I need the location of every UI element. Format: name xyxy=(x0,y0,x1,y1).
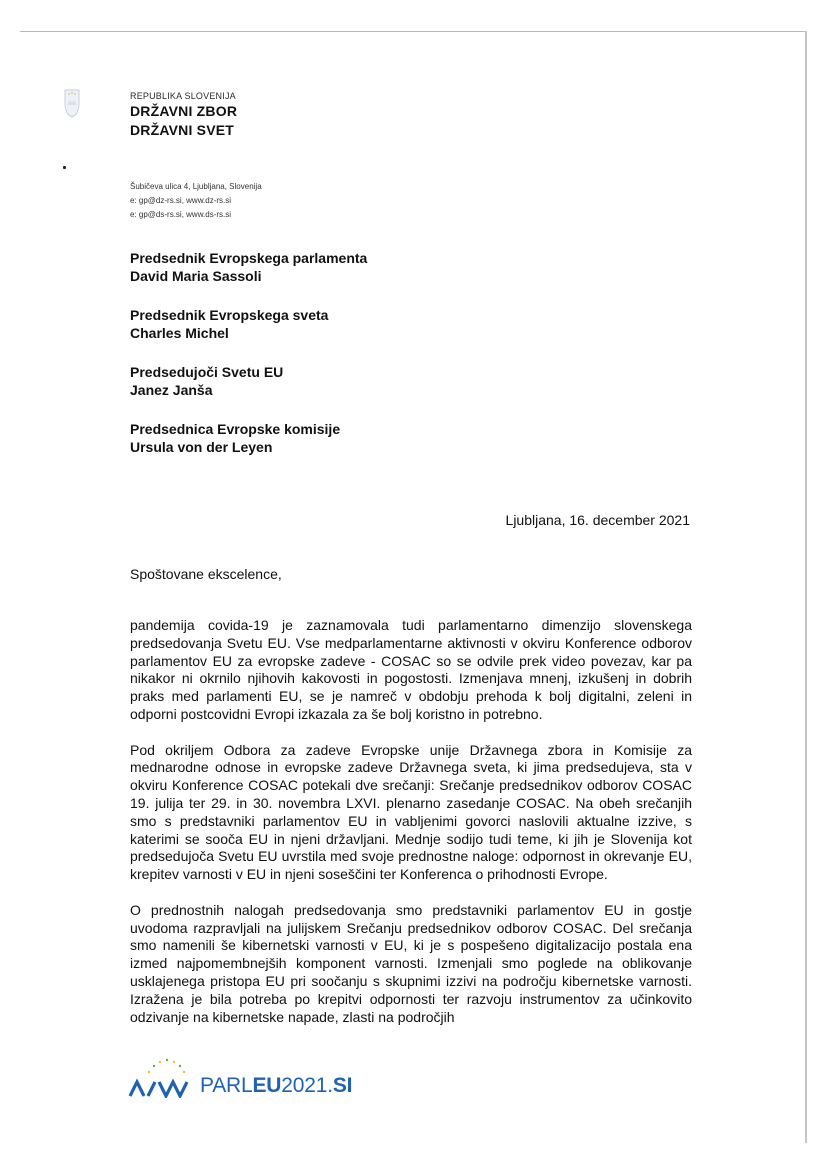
recipient-list xyxy=(130,249,367,477)
contact-info xyxy=(130,180,262,222)
logo-part: PARL xyxy=(200,1074,253,1097)
stars-icon xyxy=(146,1058,186,1076)
right-border-line xyxy=(805,31,807,1143)
body-paragraph: O prednostnih nalogah predsedovanja smo predstavniki parlamentov EU in gostje uvodoma razpravljali na julijskem Srečanju predsednikov odborov COSAC. Del srečanja smo namenili še kibernetski varnosti v EU, ki je s pospešeno digitalizacijo postala ena izmed najpomembnejših komponent varnosti. Izmenjali smo poglede na oblikovanje usklajenega pristopa EU pri soočanju s skupnimi izzivi na področju kibernetske varnosti. Izražena je bila potreba po krepitvi odpornosti ter razvoju instrumentov za učinkovito odzivanje na kibernetske napade, zlasti na področjih xyxy=(130,901,692,1025)
letter-body xyxy=(130,617,692,1044)
logo-part: SI xyxy=(332,1074,353,1097)
logo-wordmark xyxy=(200,1074,352,1098)
email-line-dz: e: gp@dz-rs.si, www.dz-rs.si xyxy=(130,196,232,205)
logo-part: EU xyxy=(252,1074,282,1097)
institution-name-dz: DRŽAVNI ZBOR xyxy=(130,103,238,119)
recipient xyxy=(130,249,367,285)
recipient xyxy=(130,363,367,399)
body-paragraph: Pod okriljem Odbora za zadeve Evropske unije Državnega zbora in Komisije za mednarodne odnose in evropske zadeve Državnega sveta, ki jima predsedujeva, sta v okviru Konference COSAC potekali dve srečanji: Srečanje predsednikov odborov COSAC 19. julija ter 29. in 30. novembra LXVI. plenarno zasedanje COSAC. Na obeh srečanjih smo s predstavniki parlamentov EU in vabljenimi govorci naslovili aktualne izzive, s katerimi se sooča EU in njeni državljani. Mednje sodijo tudi teme, ki jih je Slovenija kot predsedujoča Svetu EU uvrstila med svoje prednostne naloge: odpornost in okrevanje EU, krepitev varnosti v EU in njeni soseščini ter Konferenca o prihodnosti Evrope. xyxy=(130,741,692,883)
recipient-name: Charles Michel xyxy=(130,325,229,341)
coat-of-arms-icon xyxy=(63,88,81,118)
logo-part: 2021. xyxy=(281,1074,333,1097)
scan-speck xyxy=(63,166,66,169)
institution-name-ds: DRŽAVNI SVET xyxy=(130,122,235,138)
letterhead xyxy=(130,90,237,140)
email-line-ds: e: gp@ds-rs.si, www.ds-rs.si xyxy=(130,210,232,219)
recipient-name: Janez Janša xyxy=(130,382,213,398)
recipient-title: Predsednica Evropske komisije xyxy=(130,421,341,437)
recipient-name: Ursula von der Leyen xyxy=(130,439,273,455)
recipient xyxy=(130,306,367,342)
country-name: REPUBLIKA SLOVENIJA xyxy=(130,91,236,101)
recipient-title: Predsedujoči Svetu EU xyxy=(130,364,284,380)
chevrons-icon xyxy=(128,1076,200,1098)
salutation: Spoštovane ekscelence, xyxy=(130,566,282,582)
body-paragraph: pandemija covida-19 je zaznamovala tudi parlamentarno dimenzijo slovenskega predsedovanja Svetu EU. Vse medparlamentarne aktivnosti v okviru Konference odborov parlamentov EU za evropske zadeve - COSAC so se odvile prek video povezav, kar pa nikakor ni okrnilo njihovih kakovosti in pogostosti. Izmenjava mnenj, izkušenj in dobrih praks med parlamenti EU, se je namreč v obdobju prehoda k bolj digitalni, zeleni in odporni postcovidni Evropi izkazala za še bolj koristno in potrebno. xyxy=(130,617,692,722)
recipient xyxy=(130,420,367,456)
top-border-line xyxy=(20,31,806,32)
address-line: Šubičeva ulica 4, Ljubljana, Slovenija xyxy=(130,182,262,191)
parleu2021-logo xyxy=(128,1058,388,1106)
recipient-name: David Maria Sassoli xyxy=(130,268,262,284)
recipient-title: Predsednik Evropskega parlamenta xyxy=(130,250,368,266)
place-and-date: Ljubljana, 16. december 2021 xyxy=(505,512,690,528)
recipient-title: Predsednik Evropskega sveta xyxy=(130,307,329,323)
